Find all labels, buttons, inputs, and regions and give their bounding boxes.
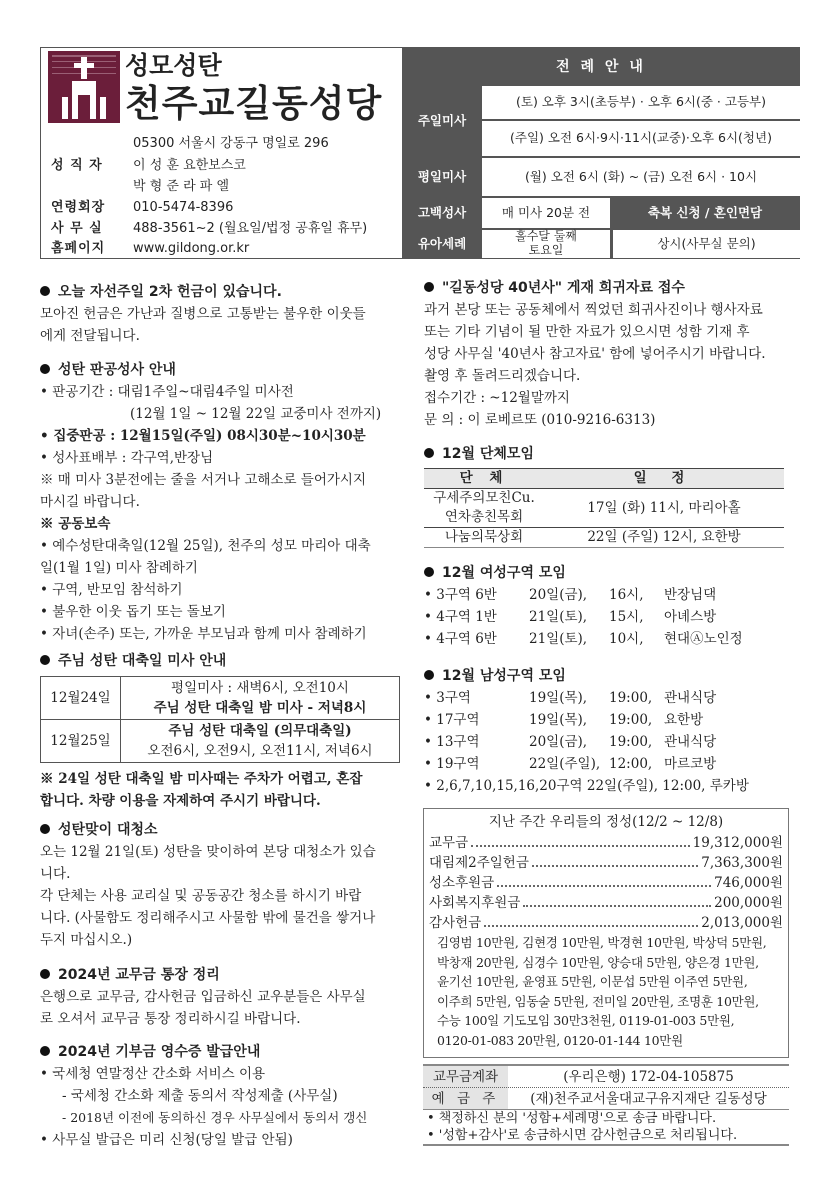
section-confession-guide: 성탄 판공성사 안내 • 판공기간 : 대림1주일~대림4주일 미사전 (12월 1일 ~ 12월 22일 교중미사 전까지) • 집중판공 : 12월15일(주일) 08시30분~10시30분 • 성사표배부 : 각구역,반장님 ※ 매 미사 3분전에는 줄을 서거나 고해소로 들어가시지 마시길 바랍니다. ※ 공동보속 • 예수성탄대축일(12월 25일), 천주의 성모 마리아 대축 일(1월 1일) 미사 참례하기 • 구역, 반모임 참석하기 • 불우한 이웃 돕기 또는 돌보기 • 자녀(손주) 또는, 가까운 부모님과 함께 미사 참례하기 <box>40 362 382 642</box>
christmas-mass-table <box>40 676 400 763</box>
section-group-meetings: 12월 단체모임 단 체 일 정 구세주의모친Cu. 연차총친목회 17일 (화) 11시, 마리아홀 나눔의묵상회 22일 (주일) 12시, 요한방 <box>424 443 800 548</box>
section-cleaning: 성탄맞이 대청소 오는 12월 21일(토) 성탄을 맞이하여 본당 대청소가 있습 니다. 각 단체는 사용 교리실 및 공동공간 청소를 하시기 바랍 니다. (사물함도 정리해주시고 사물함 밖에 물건을 쌓거나 두지 마십시오.) <box>40 822 376 948</box>
section-donation-receipt: 2024년 기부금 영수증 발급안내 • 국세청 연말정산 간소화 서비스 이용 - 국세청 간소화 제출 동의서 작성제출 (사무실) - 2018년 이전에 동의하신 경우 사무실에서 동의서 갱신 • 사무실 발급은 미리 신청(당일 발급 안됨) <box>40 1044 368 1148</box>
list-item: • 4구역 1반 21일(토), 15시, 아녜스방 <box>424 609 717 625</box>
section-charity-collection: 오늘 자선주일 2차 헌금이 있습니다. 모아진 헌금은 가난과 질병으로 고통받는 불우한 이웃들 에게 전달됩니다. <box>40 284 366 344</box>
group-meetings-table: 단 체 일 정 구세주의모친Cu. 연차총친목회 17일 (화) 11시, 마리아홀 나눔의묵상회 22일 (주일) 12시, 요한방 <box>424 468 784 548</box>
donor-line: 0120-01-083 20만원, 0120-01-144 10만원 <box>437 1032 683 1048</box>
section-40th-history: "길동성당 40년사" 게재 희귀자료 접수 과거 본당 또는 공동체에서 찍었던 희귀사진이나 행사자료 또는 기타 기념이 될 만한 자료가 있으시면 성함 기재 후 성당 사무실 '40년사 참고자료' 함에 넣어주시기 바랍니다. 촬영 후 돌려드리겠습니다. 접수기간 : ~12월말까지 문 의 : 이 로베르또 (010-9216-6313) <box>424 280 766 428</box>
section-passbook: 2024년 교무금 통장 정리 은행으로 교무금, 감사헌금 입금하신 교우분들은 사무실 로 오셔서 교무금 통장 정리하시길 바랍니다. <box>40 967 366 1027</box>
donor-line: 이주희 5만원, 임동술 5만원, 전미일 20만원, 조명훈 10만원, <box>437 993 759 1009</box>
info-funeral: 연령회장 010-5474-8396 <box>51 200 234 215</box>
church-title: 천주교길동성당 <box>125 82 383 125</box>
info-homepage: 홈페이지 www.gildong.or.kr <box>51 241 250 256</box>
info-priest-1: 성 직 자 이 성 훈 요한보스코 <box>51 158 246 173</box>
table-row: 나눔의묵상회 22일 (주일) 12시, 요한방 <box>444 529 741 545</box>
liturgy-table: 전 례 안 내 주일미사 (토) 오후 3시(초등부) · 오후 6시(중 · 고등부) (주일) 오전 6시·9시·11시(교중)·오후 6시(청년) 평일미사 (월) 오전 6시 (화) ~ (금) 오전 6시 · 10시 고백성사 매 미사 20분 전 축복 신청 / 혼인면담 유아세례 홀수달 둘째 토요일 상시(사무실 문의) <box>402 48 800 258</box>
table-row: 12월25일 주님 성탄 대축일 (의무대축일) 오전6시, 오전9시, 오전11시, 저녁6시 <box>41 720 400 763</box>
list-item: • 13구역 20일(금), 19:00, 관내식당 <box>424 734 717 750</box>
list-item: • 19구역 22일(주일), 12:00, 마르코방 <box>424 756 717 772</box>
table-row: 12월24일 평일미사 : 새벽6시, 오전10시 주님 성탄 대축일 밤 미사 - 저녁8시 <box>41 677 400 720</box>
info-office: 사 무 실 488-3561~2 (월요일/법정 공휴일 휴무) <box>51 221 368 236</box>
bulletin-header <box>40 47 800 259</box>
offering-item: 사회복지후원금 200,000원 <box>429 895 783 911</box>
section-men-district: 12월 남성구역 모임 • 3구역 19일(목), 19:00, 관내식당 • 17구역 19일(목), 19:00, 요한방 • 13구역 20일(금), 19:00, 관내식당 • 19구역 22일(주일), 12:00, 마르코방 • 2,6,7,10,15,16,20구역 22일(주일), 12:00, 루카방 <box>424 665 800 797</box>
offering-item: 성소후원금 746,000원 <box>429 875 783 891</box>
donor-line: 윤기선 10만원, 윤영표 5만원, 이문섭 5만원 이주연 5만원, <box>437 974 748 989</box>
offering-item: 감사헌금 2,013,000원 <box>429 915 783 931</box>
offering-box <box>423 808 789 1058</box>
list-item: • 4구역 6반 21일(토), 10시, 현대Ⓐ노인정 <box>424 631 743 647</box>
donor-line: 수능 100일 기도모임 30만3천원, 0119-01-003 5만원, <box>437 1013 735 1028</box>
account-info: 교무금계좌 (우리은행) 172-04-105875 예 금 주 (재)천주교서울대교구유지재단 길동성당 • 책정하신 분의 '성함+세례명'으로 송금 바랍니다. • '성함+감사'로 송금하시면 감사헌금으로 처리됩니다. <box>423 1064 789 1146</box>
info-priest-2: 박 형 준 라 파 엘 <box>133 179 230 194</box>
church-logo <box>48 51 120 123</box>
section-christmas-mass: 주님 성탄 대축일 미사 안내 12월24일 평일미사 : 새벽6시, 오전10시 주님 성탄 대축일 밤 미사 - 저녁8시 12월25일 주님 성탄 대축일 (의무대축일) 오전6시, 오전9시, 오전11시, 저녁6시 ※ 24일 성탄 대축일 밤 미사때는 주차가 어렵고, 혼잡 합니다. 차량 이용을 자제하여 주시기 바랍니다. <box>40 650 410 812</box>
list-item: • 3구역 19일(목), 19:00, 관내식당 <box>424 690 717 706</box>
offering-item: 대림제2주일헌금 7,363,300원 <box>429 855 783 871</box>
list-item: • 17구역 19일(목), 19:00, 요한방 <box>424 712 704 728</box>
donor-line: 박창재 20만원, 심경수 10만원, 양승대 5만원, 양은경 1만원, <box>437 954 759 970</box>
address: 05300 서울시 강동구 명일로 296 <box>133 136 329 151</box>
offering-item: 교무금 19,312,000원 <box>429 835 783 851</box>
table-row: 구세주의모친Cu. 연차총친목회 17일 (화) 11시, 마리아홀 <box>424 489 784 528</box>
donor-line: 김영범 10만원, 김현경 10만원, 박경현 10만원, 박상덕 5만원, <box>437 935 767 950</box>
list-item: • 3구역 6반 20일(금), 16시, 반장님댁 <box>424 587 717 603</box>
offering-title: 지난 주간 우리들의 정성(12/2 ~ 12/8) <box>488 814 724 830</box>
section-women-district: 12월 여성구역 모임 • 3구역 6반 20일(금), 16시, 반장님댁 • 4구역 1반 21일(토), 15시, 아녜스방 • 4구역 6반 21일(토), 10시, 현대Ⓐ노인정 <box>424 562 800 650</box>
church-subtitle: 성모성탄 <box>125 51 222 80</box>
